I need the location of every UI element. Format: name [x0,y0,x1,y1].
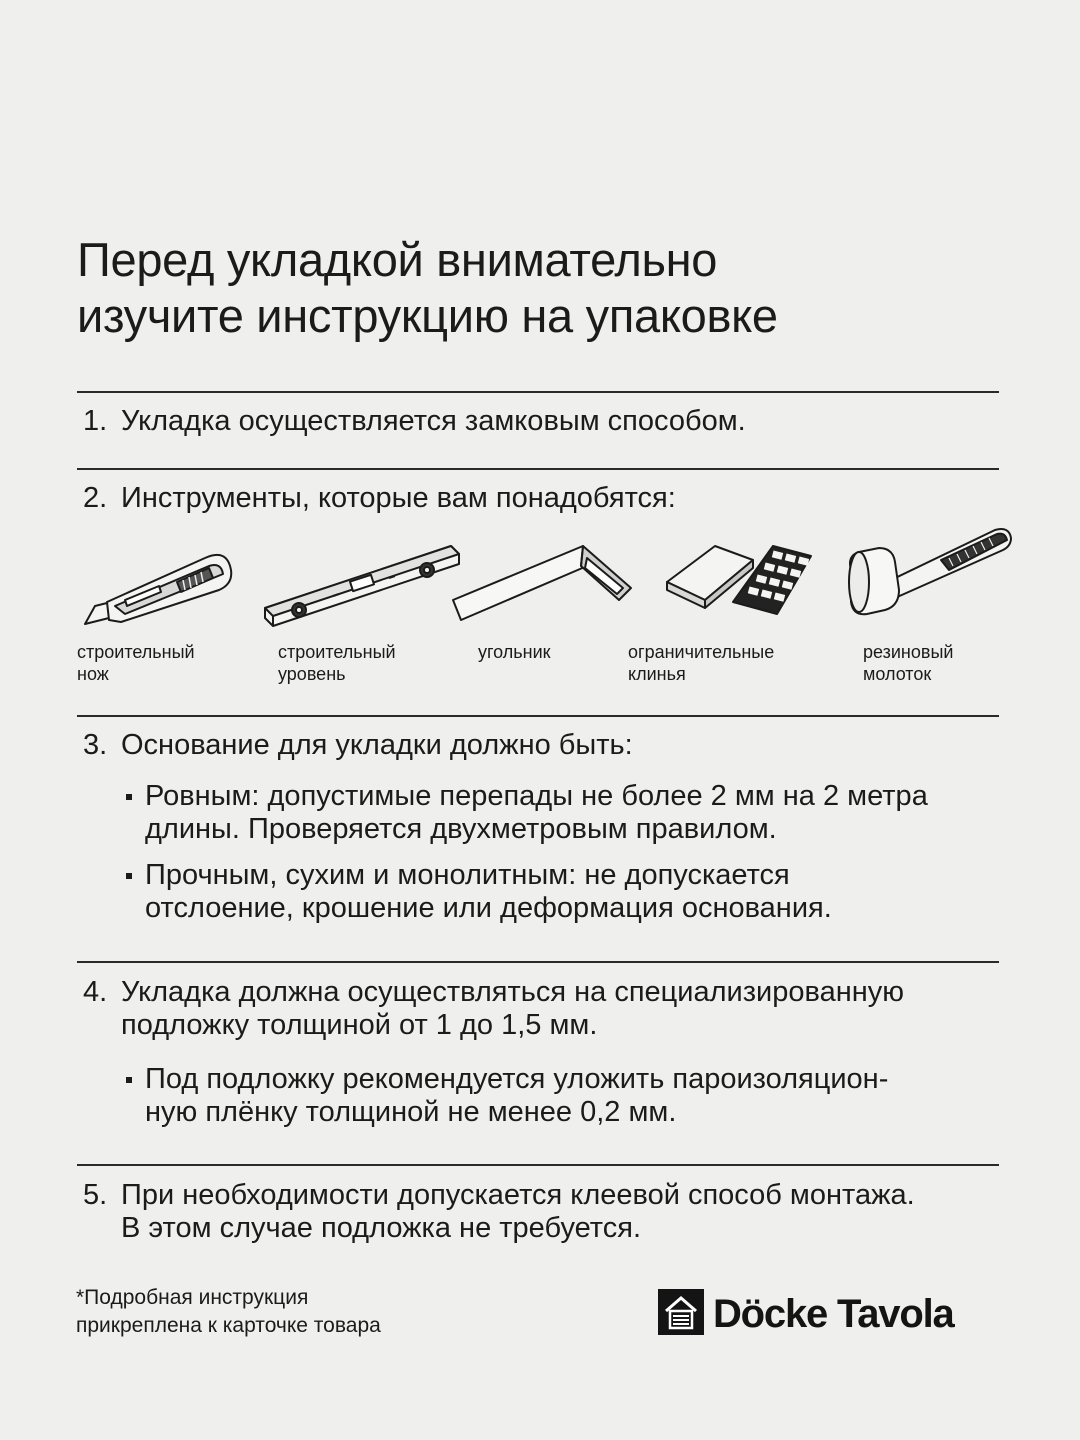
step-number: 1. [83,405,108,437]
tool-label-line: строительный [278,642,396,662]
bullet-text [145,780,1015,846]
divider [77,1164,999,1166]
tool-label-line: резиновый [863,642,954,662]
step-line: Укладка осуществляется замковым способом. [121,405,746,437]
step-text [121,1179,1007,1245]
step-number: 5. [83,1179,108,1211]
step-number: 3. [83,729,108,761]
bullet-line: длины. Проверяется двухметровым правилом. [145,813,777,845]
footnote-line: прикреплена к карточке товара [76,1314,381,1337]
step-text [121,976,1007,1042]
step-text [121,729,1007,762]
house-logo-icon [658,1289,704,1335]
step-line: Инструменты, которые вам понадобятся: [121,482,676,514]
tool-label-line: строительный [77,642,195,662]
tool-label-line: нож [77,664,109,684]
divider [77,715,999,717]
tool-label-level [278,641,396,685]
step-line: подложку толщиной от 1 до 1,5 мм. [121,1009,598,1041]
tool-label-line: угольник [478,642,551,662]
utility-knife-icon [81,544,237,628]
bullet-dot [126,794,132,800]
step-line: Укладка должна осуществляться на специализированную [121,976,904,1008]
bullet-line: отслоение, крошение или деформация основания. [145,892,832,924]
divider [77,961,999,963]
footnote-line: *Подробная инструкция [76,1286,309,1309]
bullet-dot [126,873,132,879]
footnote [76,1284,381,1340]
tool-label-line: молоток [863,664,932,684]
tool-label-line: клинья [628,664,686,684]
tool-label-square [478,641,551,663]
rubber-mallet-icon [845,526,1015,626]
bullet-line: Ровным: допустимые перепады не более 2 мм на 2 метра [145,780,928,812]
step-line: Основание для укладки должно быть: [121,729,633,761]
bullet-line: Под подложку рекомендуется уложить пароизоляцион- [145,1063,889,1095]
bullet-line: ную плёнку толщиной не менее 0,2 мм. [145,1096,677,1128]
bullet-text [145,859,1015,925]
divider [77,391,999,393]
divider [77,468,999,470]
tool-label-knife [77,641,195,685]
bullet-dot [126,1077,132,1083]
tool-label-wedges [628,641,774,685]
spacer-wedges-icon [665,542,815,622]
logo-text: Döcke Tavola [713,1292,954,1336]
step-text [121,482,1007,515]
step-number: 2. [83,482,108,514]
bullet-line: Прочным, сухим и монолитным: не допускается [145,859,790,891]
spirit-level-icon [263,544,463,628]
tools-row [77,540,1017,690]
tool-label-mallet [863,641,953,685]
page-title [77,232,1017,344]
step-number: 4. [83,976,108,1008]
tool-label-line: уровень [278,664,346,684]
title-line-2: изучите инструкцию на упаковке [77,289,778,342]
step-text [121,405,1007,438]
try-square-icon [451,544,635,624]
step-line: При необходимости допускается клеевой способ монтажа. [121,1179,915,1211]
step-line: В этом случае подложка не требуется. [121,1212,642,1244]
title-line-1: Перед укладкой внимательно [77,233,718,286]
tool-label-line: ограничительные [628,642,775,662]
bullet-text [145,1063,1015,1129]
